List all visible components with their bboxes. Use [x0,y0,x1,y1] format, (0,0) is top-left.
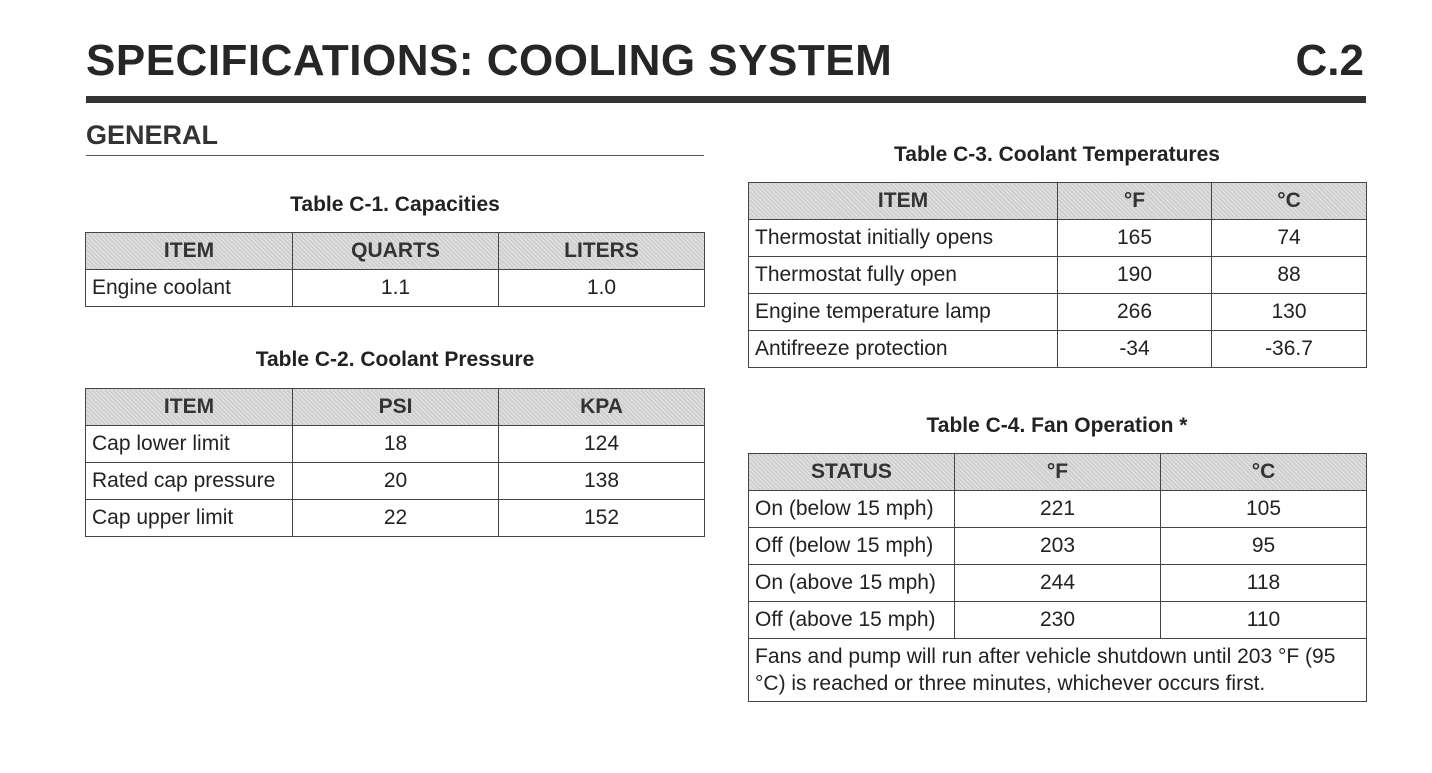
column-header: LITERS [499,233,705,270]
capacities-table [85,232,705,307]
table-row [86,270,705,307]
fan-table [748,453,1367,702]
table-cell: Thermostat fully open [749,257,1058,294]
table-cell: 1.1 [293,270,499,307]
table-row [749,602,1367,639]
column-header: °F [1058,183,1212,220]
table-cell: 124 [499,426,705,463]
table-cell: 230 [955,602,1161,639]
table-cell: 105 [1161,491,1367,528]
column-header: ITEM [86,233,293,270]
column-header: ITEM [86,389,293,426]
table-cell: -36.7 [1212,331,1367,368]
table-cell: Thermostat initially opens [749,220,1058,257]
table-cell: 165 [1058,220,1212,257]
table-cell: 74 [1212,220,1367,257]
table-row [86,500,705,537]
table-row [749,257,1367,294]
table-row [749,565,1367,602]
table-cell: Cap upper limit [86,500,293,537]
table-header-row [749,183,1367,220]
page-number: C.2 [1295,36,1364,85]
table-header-row [86,389,705,426]
table-cell: 110 [1161,602,1367,639]
capacities-caption: Table C-1. Capacities [290,193,500,216]
section-heading: GENERAL [86,120,219,150]
column-header: PSI [293,389,499,426]
table-note-row [749,639,1367,702]
table-cell: 18 [293,426,499,463]
column-header: °F [955,454,1161,491]
temperatures-table [748,182,1367,368]
table-cell: On (below 15 mph) [749,491,955,528]
table-header-row [86,233,705,270]
table-row [86,463,705,500]
column-header: °C [1161,454,1367,491]
title-rule [86,96,1366,103]
table-cell: 118 [1161,565,1367,602]
column-header: STATUS [749,454,955,491]
table-cell: 22 [293,500,499,537]
table-cell: Engine coolant [86,270,293,307]
table-row [749,294,1367,331]
table-cell: Rated cap pressure [86,463,293,500]
table-cell: 130 [1212,294,1367,331]
table-cell: 20 [293,463,499,500]
table-row [86,426,705,463]
table-cell: -34 [1058,331,1212,368]
section-rule [86,155,704,156]
table-cell: 88 [1212,257,1367,294]
column-header: KPA [499,389,705,426]
table-cell: Cap lower limit [86,426,293,463]
table-row [749,491,1367,528]
column-header: °C [1212,183,1367,220]
table-cell: On (above 15 mph) [749,565,955,602]
table-cell: 1.0 [499,270,705,307]
table-cell: 244 [955,565,1161,602]
column-header: ITEM [749,183,1058,220]
table-cell: 266 [1058,294,1212,331]
table-cell: Antifreeze protection [749,331,1058,368]
table-cell: 203 [955,528,1161,565]
table-cell: 221 [955,491,1161,528]
pressure-table [85,388,705,537]
pressure-caption: Table C-2. Coolant Pressure [255,348,535,371]
table-cell: Engine temperature lamp [749,294,1058,331]
table-cell: Off (above 15 mph) [749,602,955,639]
table-header-row [749,454,1367,491]
table-cell: Off (below 15 mph) [749,528,955,565]
table-cell: 95 [1161,528,1367,565]
temperatures-caption: Table C-3. Coolant Temperatures [894,143,1220,166]
table-row [749,528,1367,565]
table-cell: 152 [499,500,705,537]
table-footnote: Fans and pump will run after vehicle shutdown until 203 °F (95 °C) is reached or three minutes, whichever occurs first. [749,639,1367,702]
table-cell: 190 [1058,257,1212,294]
table-cell: 138 [499,463,705,500]
table-row [749,331,1367,368]
page-title: SPECIFICATIONS: COOLING SYSTEM [86,36,893,85]
fan-caption: Table C-4. Fan Operation * [926,414,1188,437]
table-row [749,220,1367,257]
column-header: QUARTS [293,233,499,270]
